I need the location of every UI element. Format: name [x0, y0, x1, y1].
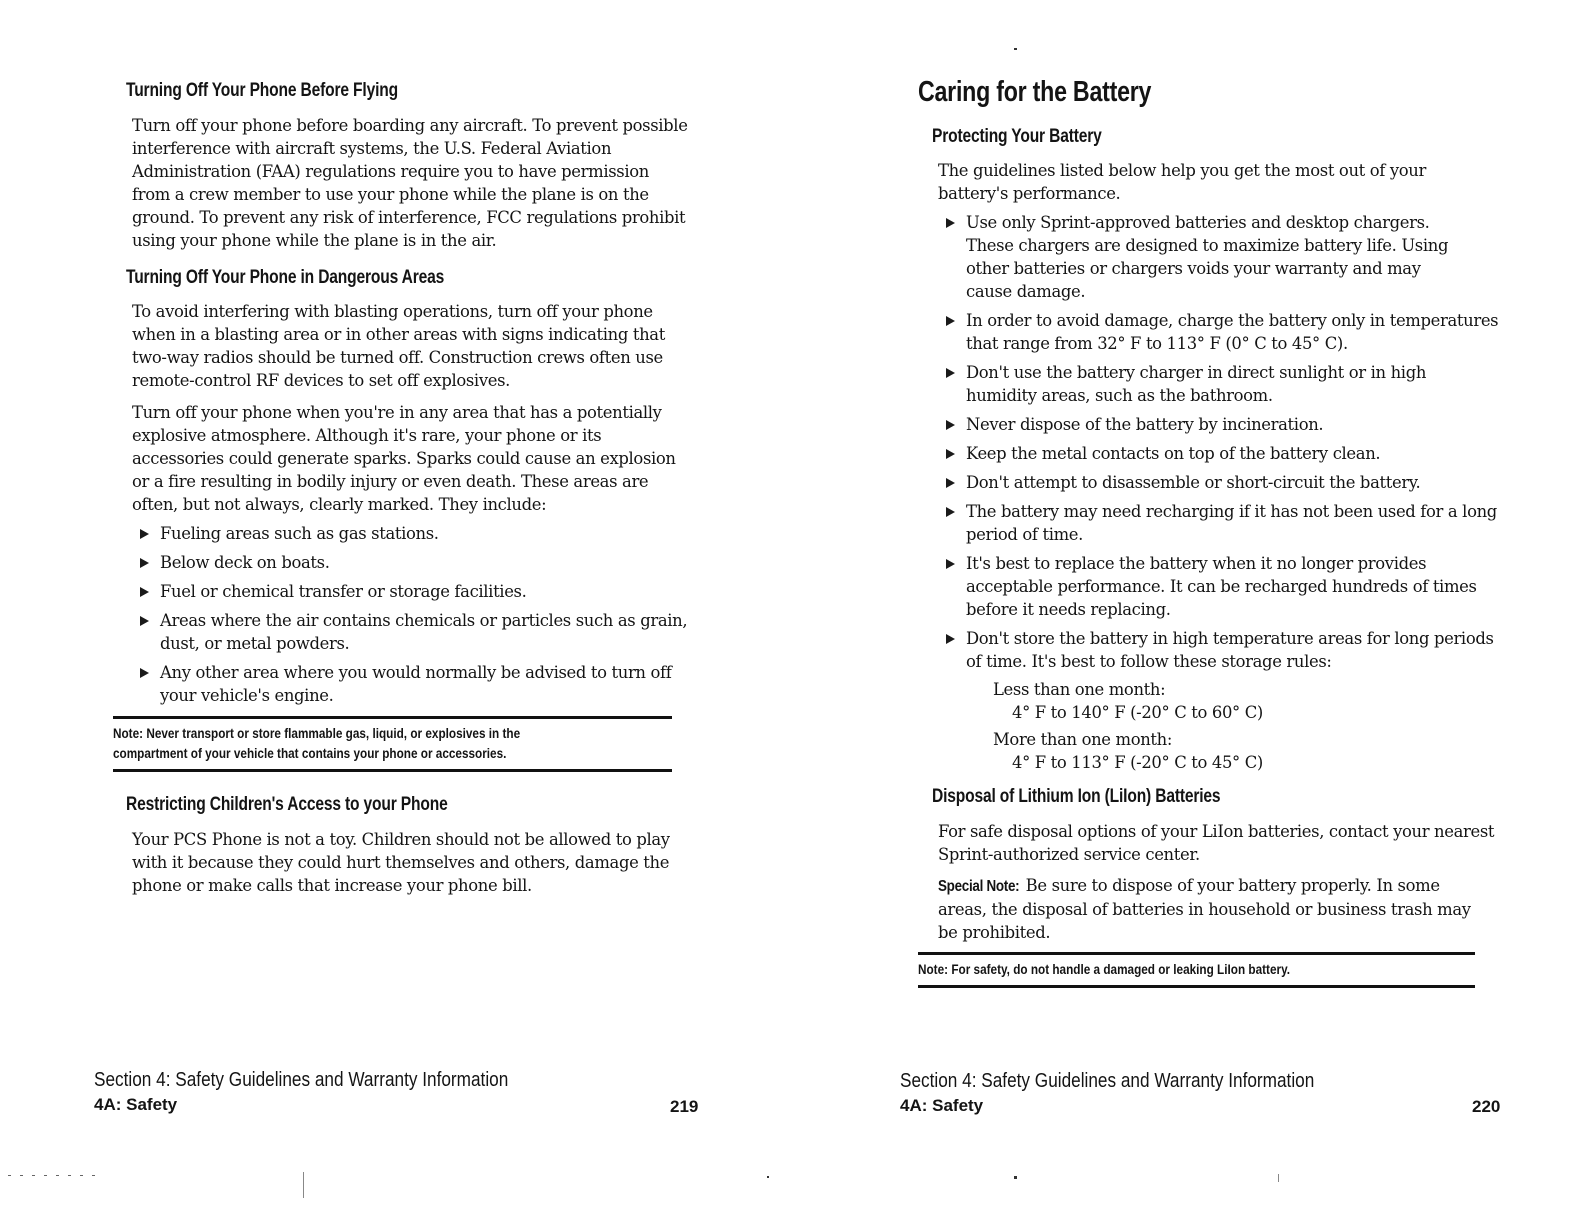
bullet-arrow-icon	[946, 368, 955, 378]
text-line: other batteries or chargers voids your warranty and may	[966, 259, 1421, 278]
storage-label-less: Less than one month:	[993, 680, 1166, 699]
paragraph-explosive-atmosphere	[132, 401, 676, 516]
text-line: Use only Sprint-approved batteries and desktop chargers.	[966, 213, 1430, 232]
text-line: Your PCS Phone is not a toy. Children should not be allowed to play	[132, 830, 670, 849]
note-line	[918, 959, 1386, 979]
text-line: Any other area where you would normally be advised to turn off	[160, 663, 672, 682]
list-item	[946, 500, 1498, 546]
heading-disposal: Disposal of Lithium Ion (LiIon) Batteries	[932, 786, 1221, 807]
bullet-arrow-icon	[946, 478, 955, 488]
text-line: with it because they could hurt themselves and others, damage the	[132, 853, 670, 872]
paragraph-blasting	[132, 300, 665, 392]
text-line: dust, or metal powders.	[160, 634, 350, 653]
bullet-arrow-icon	[140, 558, 149, 568]
bullet-arrow-icon	[946, 559, 955, 569]
scan-artifact	[8, 1175, 98, 1176]
text-line: that range from 32° F to 113° F (0° C to 45° C).	[966, 334, 1348, 353]
text-line: For safe disposal options of your LiIon batteries, contact your nearest	[938, 822, 1495, 841]
text-line: These chargers are designed to maximize battery life. Using	[966, 236, 1449, 255]
text-line: Sprint-authorized service center.	[938, 845, 1200, 864]
text-line: Fueling areas such as gas stations.	[160, 524, 439, 543]
note-box-flammable	[113, 716, 672, 772]
page-title: Caring for the Battery	[918, 76, 1152, 108]
text-line: The battery may need recharging if it has not been used for a long	[966, 502, 1497, 521]
battery-care-list	[946, 211, 1498, 679]
note-label: Note:	[113, 725, 144, 741]
note-line	[113, 723, 583, 743]
footer-section-title: Section 4: Safety Guidelines and Warranty Information	[94, 1069, 509, 1091]
text-line: Don't use the battery charger in direct sunlight or in high	[966, 363, 1427, 382]
special-note-label: Special Note:	[938, 878, 1020, 895]
list-item	[946, 361, 1498, 407]
text-line: Fuel or chemical transfer or storage facilities.	[160, 582, 527, 601]
bullet-arrow-icon	[946, 420, 955, 430]
heading-protecting-battery: Protecting Your Battery	[932, 126, 1102, 147]
text-line: when in a blasting area or in other areas with signs indicating that	[132, 325, 665, 344]
text-line: Administration (FAA) regulations require you to have permission	[132, 162, 649, 181]
text-line: In order to avoid damage, charge the battery only in temperatures	[966, 311, 1499, 330]
list-item	[140, 609, 687, 655]
text-line: from a crew member to use your phone while the plane is on the	[132, 185, 649, 204]
text-line: accessories could generate sparks. Sparks could cause an explosion	[132, 449, 676, 468]
paragraph-before-flying	[132, 114, 688, 252]
right-page	[792, 0, 1584, 1224]
text-line: period of time.	[966, 525, 1084, 544]
scan-artifact	[303, 1172, 304, 1198]
text-line: It's best to replace the battery when it no longer provides	[966, 554, 1427, 573]
storage-rules	[993, 678, 1263, 774]
text-line: areas, the disposal of batteries in household or business trash may	[938, 900, 1471, 919]
note-label: Note:	[918, 961, 949, 977]
bullet-arrow-icon	[946, 218, 955, 228]
paragraph-special-note	[938, 874, 1471, 944]
list-item	[946, 211, 1498, 303]
text-line: Never dispose of the battery by incineration.	[966, 415, 1324, 434]
bullet-arrow-icon	[946, 316, 955, 326]
note-text: For safety, do not handle a damaged or leaking LiIon battery.	[948, 961, 1291, 977]
text-line: explosive atmosphere. Although it's rare, your phone or its	[132, 426, 602, 445]
text-line: before it needs replacing.	[966, 600, 1171, 619]
text-line: remote-control RF devices to set off explosives.	[132, 371, 511, 390]
bullet-arrow-icon	[946, 449, 955, 459]
bullet-arrow-icon	[140, 616, 149, 626]
text-line: cause damage.	[966, 282, 1086, 301]
note-line: compartment of your vehicle that contains your phone or accessories.	[113, 745, 507, 761]
bullet-arrow-icon	[946, 507, 955, 517]
text-line: Areas where the air contains chemicals or particles such as grain,	[160, 611, 688, 630]
text-line: acceptable performance. It can be recharged hundreds of times	[966, 577, 1477, 596]
text-line: humidity areas, such as the bathroom.	[966, 386, 1273, 405]
scan-artifact	[1014, 1176, 1017, 1179]
list-item	[140, 661, 687, 707]
list-item	[946, 552, 1498, 621]
heading-before-flying: Turning Off Your Phone Before Flying	[126, 80, 398, 101]
text-line: Keep the metal contacts on top of the battery clean.	[966, 444, 1381, 463]
footer-subsection: 4A: Safety	[900, 1096, 984, 1115]
text-line: Turn off your phone when you're in any area that has a potentially	[132, 403, 662, 422]
page-number: 220	[1472, 1097, 1501, 1116]
bullet-arrow-icon	[946, 634, 955, 644]
text-line: be prohibited.	[938, 923, 1051, 942]
text-line: often, but not always, clearly marked. They include:	[132, 495, 547, 514]
footer-subsection: 4A: Safety	[94, 1095, 178, 1114]
text-line: battery's performance.	[938, 184, 1121, 203]
bullet-arrow-icon	[140, 587, 149, 597]
note-box-leaking	[918, 952, 1475, 988]
paragraph-protecting-intro	[938, 159, 1426, 205]
text-line: your vehicle's engine.	[160, 686, 334, 705]
text-line: phone or make calls that increase your phone bill.	[132, 876, 532, 895]
text-line: interference with aircraft systems, the U.S. Federal Aviation	[132, 139, 612, 158]
dangerous-areas-list	[140, 522, 687, 713]
list-item	[946, 627, 1498, 673]
text-line: of time. It's best to follow these storage rules:	[966, 652, 1332, 671]
scan-artifact	[1278, 1174, 1279, 1182]
list-item	[946, 413, 1498, 436]
text-line: or a fire resulting in bodily injury or even death. These areas are	[132, 472, 649, 491]
text-line: To avoid interfering with blasting operations, turn off your phone	[132, 302, 653, 321]
list-item	[140, 551, 687, 574]
list-item	[140, 522, 687, 545]
text-line: Turn off your phone before boarding any aircraft. To prevent possible	[132, 116, 688, 135]
footer-section-title: Section 4: Safety Guidelines and Warranty Information	[900, 1070, 1315, 1092]
list-item	[946, 471, 1498, 494]
paragraph-disposal	[938, 820, 1494, 866]
text-line: The guidelines listed below help you get the most out of your	[938, 161, 1426, 180]
text-line: Below deck on boats.	[160, 553, 330, 572]
special-note-text: Be sure to dispose of your battery properly. In some	[1020, 876, 1440, 895]
heading-childrens-access: Restricting Children's Access to your Phone	[126, 794, 448, 815]
storage-value-more: 4° F to 113° F (-20° C to 45° C)	[1012, 753, 1263, 772]
scan-artifact	[767, 1176, 769, 1178]
list-item	[946, 309, 1498, 355]
text-line: using your phone while the plane is in the air.	[132, 231, 497, 250]
scan-artifact	[1014, 48, 1017, 50]
text-line: Don't store the battery in high temperature areas for long periods	[966, 629, 1494, 648]
text-line	[938, 874, 1471, 898]
paragraph-childrens-access	[132, 828, 670, 897]
storage-label-more: More than one month:	[993, 730, 1173, 749]
text-line: ground. To prevent any risk of interference, FCC regulations prohibit	[132, 208, 686, 227]
text-line: two-way radios should be turned off. Construction crews often use	[132, 348, 663, 367]
text-line: Don't attempt to disassemble or short-circuit the battery.	[966, 473, 1421, 492]
heading-dangerous-areas: Turning Off Your Phone in Dangerous Areas	[126, 267, 445, 288]
list-item	[140, 580, 687, 603]
list-item	[946, 442, 1498, 465]
note-text: Never transport or store flammable gas, liquid, or explosives in the	[143, 725, 521, 741]
page-number: 219	[670, 1097, 699, 1116]
storage-value-less: 4° F to 140° F (-20° C to 60° C)	[1012, 703, 1263, 722]
bullet-arrow-icon	[140, 529, 149, 539]
bullet-arrow-icon	[140, 668, 149, 678]
